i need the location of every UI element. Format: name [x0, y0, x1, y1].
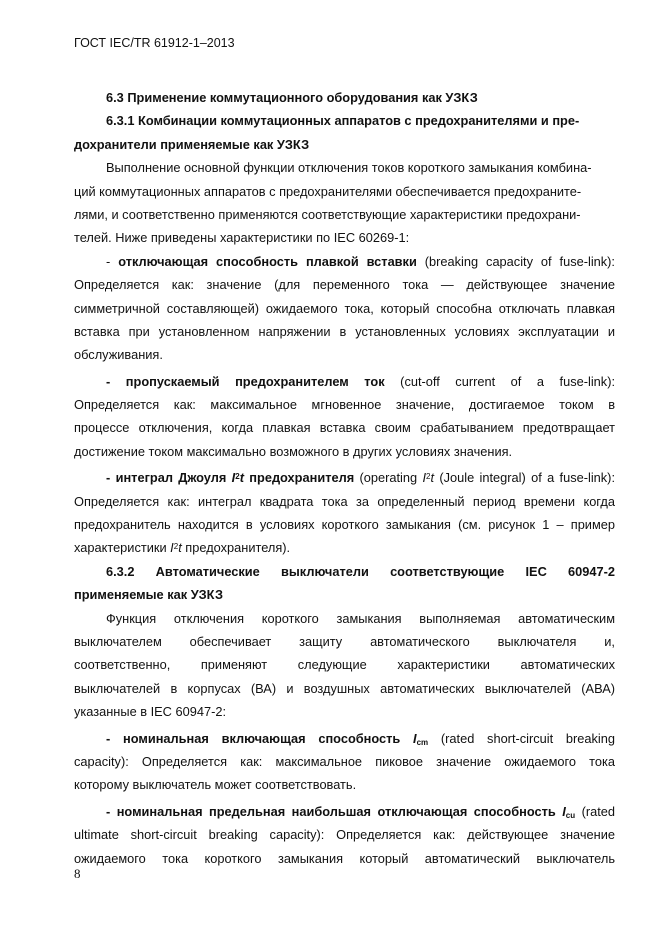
- paragraph-line: Выполнение основной функции отключения токов короткого замыкания комбина-: [106, 160, 592, 176]
- section-6-3-1-title-line2: дохранители применяемые как УЗКЗ: [74, 136, 310, 152]
- paragraph-line: предохранитель находится в условиях короткого замыкания (см. рисунок 1 – пример: [74, 517, 615, 533]
- paragraph-line: ultimate short-circuit breaking capacity): Определяется как: действующее значение: [74, 827, 615, 843]
- section-6-3-title: 6.3 Применение коммутационного оборудования как УЗКЗ: [106, 90, 478, 105]
- paragraph-line: Функция отключения короткого замыкания выполняемая автоматическим: [106, 610, 615, 626]
- item-cut-off-current: - пропускаемый предохранителем ток (cut-off current of a fuse-link):: [106, 373, 616, 389]
- paragraph-line: соответственно, применяют следующие характеристики автоматических: [74, 657, 615, 673]
- paragraph-line: телей. Ниже приведены характеристики по IEC 60269-1:: [74, 230, 410, 246]
- paragraph-line: capacity): Определяется как: максимальное пиковое значение ожидаемого тока: [74, 753, 615, 769]
- item-joule-integral: - интеграл Джоуля $I^2t$ предохранителя (operating $I^2t$ (Joule integral) of a fuse-link):: [106, 470, 616, 486]
- document-header: ГОСТ IEC/TR 61912-1–2013: [74, 36, 235, 50]
- paragraph-line: Определяется как: значение (для переменного тока — действующее значение: [74, 277, 615, 293]
- paragraph-line: процессе отключения, когда плавкая вставка своим срабатыванием предотвращает: [74, 420, 615, 436]
- paragraph-line: выключателей в корпусах (ВА) и воздушных автоматических выключателей (АВА): [74, 680, 615, 696]
- item-rated-making-capacity: - номинальная включающая способность $I_{cm}$ (rated short-circuit breaking: [106, 730, 615, 747]
- paragraph-line: вставка при установленном напряжении в установленных условиях эксплуатации и: [74, 323, 615, 339]
- paragraph-line: характеристики $I^2t$ предохранителя).: [74, 540, 291, 556]
- section-6-3-1-title-line1: 6.3.1 Комбинации коммутационных аппаратов с предохранителями и пре-: [106, 113, 580, 129]
- paragraph-line: указанные в IEC 60947-2:: [74, 704, 227, 720]
- item-breaking-capacity: - отключающая способность плавкой вставки (breaking capacity of fuse-link):: [106, 253, 615, 269]
- paragraph-line: обслуживания.: [74, 347, 163, 363]
- page-number: 8: [74, 866, 81, 881]
- paragraph-line: Определяется как: максимальное мгновенное значение, достигаемое током в: [74, 397, 615, 413]
- paragraph-line: выключателем обеспечивает защиту автоматического выключателя и,: [74, 633, 615, 649]
- paragraph-line: ожидаемого тока короткого замыкания который автоматический выключатель: [74, 850, 615, 866]
- section-6-3-2-title-line1: 6.3.2 Автоматические выключатели соответствующие IEC 60947-2: [106, 563, 615, 579]
- paragraph-line: лями, и соответственно применяются соответствующие характеристики предохрани-: [74, 206, 581, 222]
- paragraph-line: достижение током максимально возможного в других условиях значения.: [74, 443, 513, 459]
- paragraph-line: Определяется как: интеграл квадрата тока за определенный период времени когда: [74, 493, 615, 509]
- paragraph-line: ций коммутационных аппаратов с предохранителями обеспечивается предохраните-: [74, 183, 582, 199]
- page-body: [74, 86, 615, 870]
- paragraph-line: симметричной составляющей) ожидаемого тока, который способна отключать плавкая: [74, 300, 615, 316]
- item-rated-ultimate-breaking-capacity: - номинальная предельная наибольшая отключающая способность $I_{cu}$ (rated: [106, 803, 615, 820]
- paragraph-line: которому выключатель может соответствовать.: [74, 777, 357, 793]
- section-6-3-2-title-line2: применяемые как УЗКЗ: [74, 587, 223, 603]
